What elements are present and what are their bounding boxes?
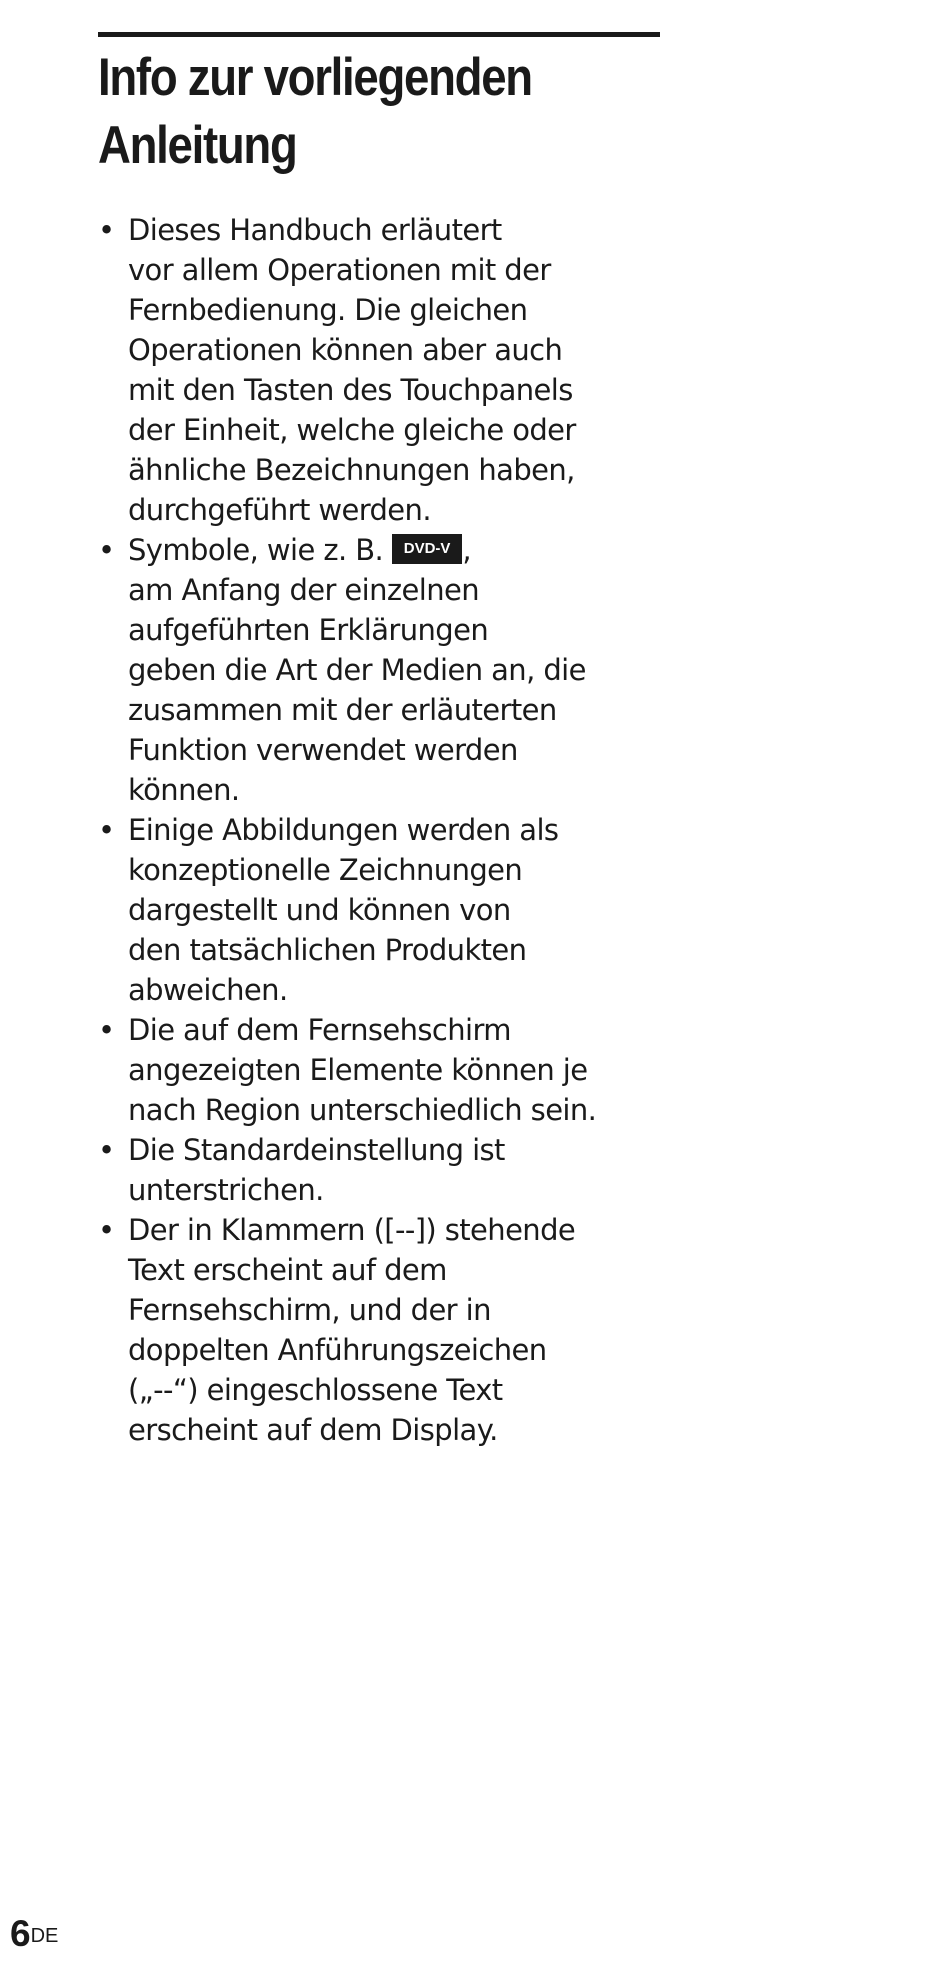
bullet-item-remote-operations: [98, 210, 658, 530]
page-number: [10, 1914, 58, 1954]
bullet-line: können.: [128, 773, 240, 807]
bullet-line: den tatsächlichen Produkten: [128, 933, 527, 967]
bullet-line: am Anfang der einzelnen: [128, 573, 480, 607]
bullet-line: vor allem Operationen mit der: [128, 253, 551, 287]
page-title-line-1: Info zur vorliegenden: [98, 48, 532, 107]
bullet-line: Funktion verwendet werden: [128, 733, 518, 767]
bullet-line: („--“) eingeschlossene Text: [128, 1373, 503, 1407]
page-language-suffix: DE: [30, 1925, 59, 1947]
bullet-line-with-badge: [128, 530, 658, 570]
bullet-line: der Einheit, welche gleiche oder: [128, 413, 576, 447]
bullet-text-before-badge: Symbole, wie z. B.: [128, 533, 392, 567]
bullet-line: angezeigten Elemente können je: [128, 1053, 588, 1087]
bullet-line: aufgeführten Erklärungen: [128, 613, 489, 647]
bullet-line: durchgeführt werden.: [128, 493, 431, 527]
bullet-line: konzeptionelle Zeichnungen: [128, 853, 523, 887]
bullet-line: Text erscheint auf dem: [128, 1253, 447, 1287]
page-number-value: 6: [10, 1913, 31, 1954]
bullet-line: • Die auf dem Fernsehschirm: [128, 1013, 511, 1047]
title-top-rule: [98, 32, 660, 37]
bullet-item-illustrations: [98, 810, 658, 1010]
bullet-line: • Der in Klammern ([--]) stehende: [128, 1213, 576, 1247]
bullet-item-tv-screen-elements: [98, 1010, 658, 1130]
bullet-line: erscheint auf dem Display.: [128, 1413, 498, 1447]
bullet-line: ähnliche Bezeichnungen haben,: [128, 453, 575, 487]
bullet-line: • Einige Abbildungen werden als: [128, 813, 559, 847]
bullet-text-after-badge: ,: [462, 533, 472, 567]
info-bullet-list: [98, 210, 658, 1450]
bullet-line: zusammen mit der erläuterten: [128, 693, 557, 727]
bullet-item-brackets-quotes: [98, 1210, 658, 1450]
page-title-line-2: Anleitung: [98, 116, 297, 175]
bullet-line: dargestellt und können von: [128, 893, 511, 927]
bullet-line: doppelten Anführungszeichen: [128, 1333, 547, 1367]
bullet-line: abweichen.: [128, 973, 288, 1007]
bullet-line: mit den Tasten des Touchpanels: [128, 373, 573, 407]
bullet-line: Fernsehschirm, und der in: [128, 1293, 491, 1327]
bullet-line: unterstrichen.: [128, 1173, 324, 1207]
bullet-line: geben die Art der Medien an, die: [128, 653, 586, 687]
page-title: [98, 44, 614, 180]
bullet-line: • Dieses Handbuch erläutert: [128, 213, 502, 247]
bullet-item-default-setting: [98, 1130, 658, 1210]
bullet-item-media-symbols: [98, 530, 658, 810]
bullet-line: Fernbedienung. Die gleichen: [128, 293, 528, 327]
bullet-line: Operationen können aber auch: [128, 333, 563, 367]
bullet-line: • Die Standardeinstellung ist: [128, 1133, 505, 1167]
bullet-line: nach Region unterschiedlich sein.: [128, 1093, 597, 1127]
media-type-badge: DVD-V: [392, 534, 463, 564]
